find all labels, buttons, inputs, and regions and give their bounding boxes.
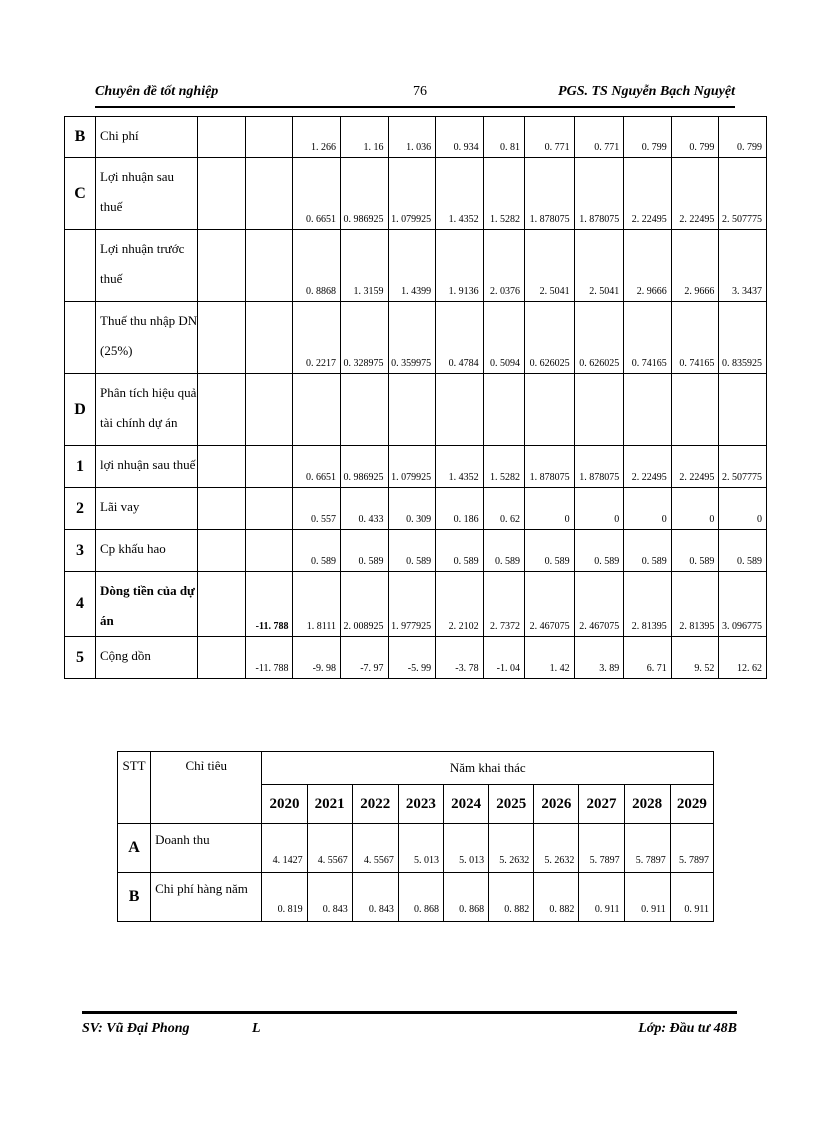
row-cell: [245, 302, 293, 374]
row-value: 5. 013: [398, 824, 443, 873]
row-value: 1. 3159: [341, 230, 389, 302]
row-value: 0: [574, 488, 624, 530]
row-value: 2. 5041: [524, 230, 574, 302]
row-value: [574, 374, 624, 446]
row-value: 1. 079925: [388, 446, 436, 488]
year-header: 2028: [624, 785, 670, 824]
year-header: 2026: [534, 785, 579, 824]
row-value: 2. 22495: [671, 446, 719, 488]
row-value: 5. 013: [444, 824, 489, 873]
row-value: 5. 2632: [534, 824, 579, 873]
row-value: 0. 771: [574, 117, 624, 158]
row-value: 1. 878075: [574, 446, 624, 488]
row-value: [341, 374, 389, 446]
row-key: D: [65, 374, 96, 446]
row-value: 0. 911: [670, 873, 713, 922]
row-value: 1. 9136: [436, 230, 484, 302]
row-value: 0. 309: [388, 488, 436, 530]
row-value: [436, 374, 484, 446]
row-value: [524, 374, 574, 446]
header-course-title: Chuyên đề tốt nghiệp: [95, 84, 219, 99]
table-row: [118, 824, 714, 873]
row-value: 0. 589: [388, 530, 436, 572]
row-value: 2. 81395: [671, 572, 719, 637]
row-cell: [198, 374, 246, 446]
year-header: 2021: [307, 785, 352, 824]
row-value: 0. 589: [671, 530, 719, 572]
table-row: [118, 873, 714, 922]
row-value: [719, 374, 767, 446]
row-value: 4. 5567: [352, 824, 398, 873]
row-value: 2. 7372: [483, 572, 524, 637]
row-value: 0. 62: [483, 488, 524, 530]
row-value: 0. 911: [624, 873, 670, 922]
row-cell: [245, 158, 293, 230]
table-row: [65, 488, 767, 530]
row-value: 1. 8111: [293, 572, 341, 637]
row-value: 0. 359975: [388, 302, 436, 374]
row-cell: [245, 488, 293, 530]
row-value: 0. 868: [444, 873, 489, 922]
cashflow-table: [64, 116, 767, 679]
footer-class: Lớp: Đầu tư 48B: [638, 1021, 737, 1036]
row-value: 0. 986925: [341, 158, 389, 230]
row-value: 0. 589: [524, 530, 574, 572]
footer-mark: L: [252, 1021, 261, 1036]
row-value: 0. 81: [483, 117, 524, 158]
row-key: B: [65, 117, 96, 158]
row-label: Phân tích hiệu quả tài chính dự án: [96, 374, 198, 446]
row-value: [671, 374, 719, 446]
row-key: C: [65, 158, 96, 230]
row-cell: [245, 374, 293, 446]
row-value: -7. 97: [341, 637, 389, 679]
year-header: 2020: [262, 785, 307, 824]
row-cell: [245, 530, 293, 572]
row-value: 0. 799: [624, 117, 672, 158]
row-value: 0: [624, 488, 672, 530]
row-value: 1. 878075: [524, 446, 574, 488]
page-footer: [82, 1021, 737, 1043]
row-value: 0. 4784: [436, 302, 484, 374]
row-value: 0: [524, 488, 574, 530]
row-cell: [245, 230, 293, 302]
row-cell: [198, 302, 246, 374]
row-value: 2. 5041: [574, 230, 624, 302]
row-key: 5: [65, 637, 96, 679]
row-value: 0. 8868: [293, 230, 341, 302]
row-value: 9. 52: [671, 637, 719, 679]
row-cell: -11. 788: [245, 637, 293, 679]
row-value: 3. 3437: [719, 230, 767, 302]
row-value: 0. 986925: [341, 446, 389, 488]
row-value: 3. 89: [574, 637, 624, 679]
row-key: A: [118, 824, 151, 873]
row-value: 0. 74165: [671, 302, 719, 374]
row-value: 0. 6651: [293, 446, 341, 488]
table-row: [65, 302, 767, 374]
row-value: 2. 9666: [671, 230, 719, 302]
row-value: 2. 22495: [624, 158, 672, 230]
row-key: B: [118, 873, 151, 922]
stt-header: STT: [118, 752, 151, 824]
row-cell: [198, 158, 246, 230]
row-value: -5. 99: [388, 637, 436, 679]
year-header: 2029: [670, 785, 713, 824]
table-row: [65, 117, 767, 158]
row-value: 5. 7897: [624, 824, 670, 873]
header-advisor: PGS. TS Nguyễn Bạch Nguyệt: [558, 84, 735, 99]
row-value: 0. 186: [436, 488, 484, 530]
row-value: 0: [719, 488, 767, 530]
row-value: 5. 2632: [489, 824, 534, 873]
row-value: 2. 467075: [524, 572, 574, 637]
row-value: 0. 589: [719, 530, 767, 572]
row-value: 2. 507775: [719, 446, 767, 488]
row-value: 1. 16: [341, 117, 389, 158]
row-cell: [198, 572, 246, 637]
row-value: 4. 5567: [307, 824, 352, 873]
table-row: [65, 572, 767, 637]
row-cell: [198, 637, 246, 679]
row-value: 0. 589: [574, 530, 624, 572]
row-value: 0. 771: [524, 117, 574, 158]
row-value: 1. 878075: [574, 158, 624, 230]
row-key: [65, 230, 96, 302]
table-row: [65, 374, 767, 446]
row-value: 0. 74165: [624, 302, 672, 374]
page-header: [95, 84, 735, 106]
row-value: 2. 0376: [483, 230, 524, 302]
row-value: 1. 4352: [436, 158, 484, 230]
row-value: [388, 374, 436, 446]
row-value: [483, 374, 524, 446]
row-cell: [198, 530, 246, 572]
row-cell: [198, 488, 246, 530]
row-label: Doanh thu: [151, 824, 262, 873]
row-value: 0. 589: [341, 530, 389, 572]
row-cell: [198, 230, 246, 302]
row-key: 4: [65, 572, 96, 637]
row-value: 0. 589: [293, 530, 341, 572]
row-value: 2. 2102: [436, 572, 484, 637]
row-value: 0. 328975: [341, 302, 389, 374]
row-value: 2. 81395: [624, 572, 672, 637]
row-value: 0. 843: [307, 873, 352, 922]
row-value: 0. 557: [293, 488, 341, 530]
row-value: 5. 7897: [579, 824, 624, 873]
row-value: -3. 78: [436, 637, 484, 679]
row-value: 1. 079925: [388, 158, 436, 230]
table-row: [65, 446, 767, 488]
row-value: 0. 626025: [574, 302, 624, 374]
row-label: Lợi nhuận sau thuế: [96, 158, 198, 230]
row-value: 0: [671, 488, 719, 530]
footer-student: SV: Vũ Đại Phong: [82, 1021, 190, 1036]
row-label: Thuế thu nhập DN (25%): [96, 302, 198, 374]
row-cell: [198, 117, 246, 158]
row-label: Lãi vay: [96, 488, 198, 530]
row-value: 4. 1427: [262, 824, 307, 873]
row-value: 5. 7897: [670, 824, 713, 873]
row-key: 1: [65, 446, 96, 488]
row-value: 6. 71: [624, 637, 672, 679]
row-key: 3: [65, 530, 96, 572]
row-value: 0. 911: [579, 873, 624, 922]
row-value: 0. 934: [436, 117, 484, 158]
table-row: [65, 158, 767, 230]
table-row: [65, 637, 767, 679]
row-value: 1. 4352: [436, 446, 484, 488]
row-key: [65, 302, 96, 374]
row-label: lợi nhuận sau thuế: [96, 446, 198, 488]
row-value: 3. 096775: [719, 572, 767, 637]
row-value: 0. 433: [341, 488, 389, 530]
year-header: 2024: [444, 785, 489, 824]
row-value: 0. 843: [352, 873, 398, 922]
row-label: Cộng dồn: [96, 637, 198, 679]
row-value: 0. 2217: [293, 302, 341, 374]
row-value: [293, 374, 341, 446]
row-value: 2. 22495: [624, 446, 672, 488]
row-value: 12. 62: [719, 637, 767, 679]
row-value: [624, 374, 672, 446]
row-value: 1. 266: [293, 117, 341, 158]
row-value: 1. 5282: [483, 158, 524, 230]
row-cell: -11. 788: [245, 572, 293, 637]
row-value: 0. 589: [436, 530, 484, 572]
row-label: Chi phí: [96, 117, 198, 158]
row-cell: [245, 446, 293, 488]
year-header: 2025: [489, 785, 534, 824]
year-header: 2022: [352, 785, 398, 824]
row-value: 0. 819: [262, 873, 307, 922]
row-value: 0. 882: [534, 873, 579, 922]
row-value: 1. 4399: [388, 230, 436, 302]
row-value: 0. 835925: [719, 302, 767, 374]
row-value: 0. 882: [489, 873, 534, 922]
row-value: 0. 626025: [524, 302, 574, 374]
row-value: 2. 008925: [341, 572, 389, 637]
chitieu-header: Chỉ tiêu: [151, 752, 262, 824]
row-value: 0. 868: [398, 873, 443, 922]
row-value: 1. 036: [388, 117, 436, 158]
row-value: 0. 589: [624, 530, 672, 572]
row-value: 2. 22495: [671, 158, 719, 230]
row-value: 0. 799: [671, 117, 719, 158]
row-value: 1. 977925: [388, 572, 436, 637]
row-value: -9. 98: [293, 637, 341, 679]
header-divider: [95, 106, 735, 108]
table-row: [65, 530, 767, 572]
row-value: 0. 5094: [483, 302, 524, 374]
footer-divider: [82, 1011, 737, 1014]
row-value: 1. 878075: [524, 158, 574, 230]
row-value: 0. 589: [483, 530, 524, 572]
row-value: 0. 799: [719, 117, 767, 158]
year-header: 2027: [579, 785, 624, 824]
row-label: Cp khấu hao: [96, 530, 198, 572]
row-value: 2. 467075: [574, 572, 624, 637]
revenue-table: [117, 751, 714, 922]
row-label: Chi phí hàng năm: [151, 873, 262, 922]
page-number: 76: [413, 84, 427, 99]
row-cell: [198, 446, 246, 488]
year-group-header: Năm khai thác: [262, 752, 714, 785]
year-header: 2023: [398, 785, 443, 824]
row-value: -1. 04: [483, 637, 524, 679]
row-value: 1. 5282: [483, 446, 524, 488]
row-key: 2: [65, 488, 96, 530]
row-cell: [245, 117, 293, 158]
row-value: 0. 6651: [293, 158, 341, 230]
row-value: 2. 507775: [719, 158, 767, 230]
table-row: [65, 230, 767, 302]
row-value: 1. 42: [524, 637, 574, 679]
row-label: Lợi nhuận trước thuế: [96, 230, 198, 302]
row-value: 2. 9666: [624, 230, 672, 302]
row-label: Dòng tiền của dự án: [96, 572, 198, 637]
